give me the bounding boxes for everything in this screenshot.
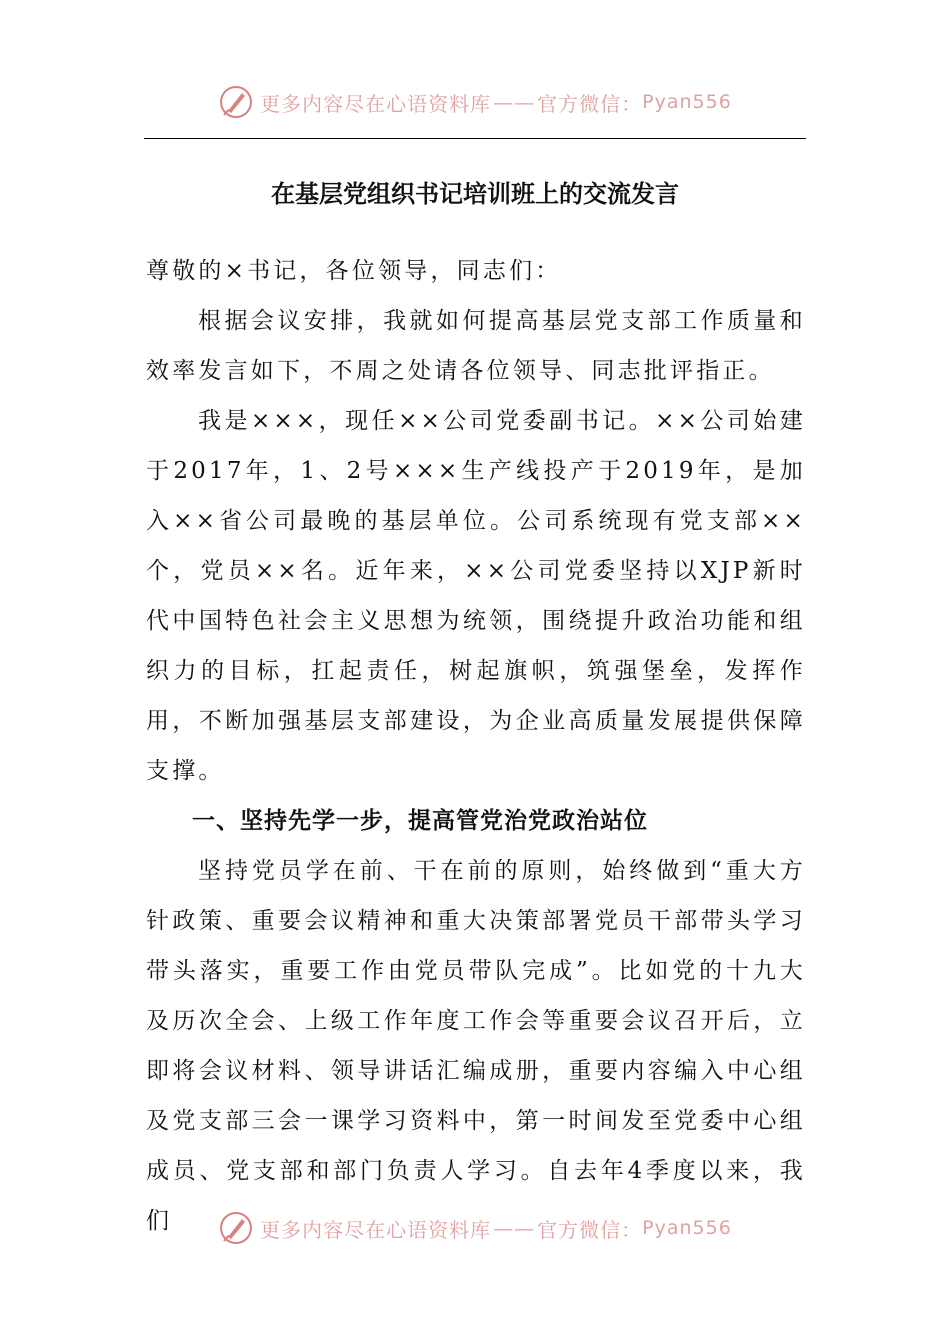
watermark-id: Pyan556 — [642, 1217, 732, 1239]
watermark-label: 官方微信： — [537, 1217, 643, 1242]
watermark-text: 更多内容尽在心语资料库 — [260, 91, 492, 116]
quill-logo-icon — [218, 84, 254, 120]
paragraph: 坚持党员学在前、干在前的原则，始终做到“重大方针政策、重要会议精神和重大决策部署党员干部带头学习带头落实，重要工作由党员带队完成”。比如党的十九大及历次全会、上级工作年度工作会等重要会议召开后，立即将会议材料、领导讲话汇编成册，重要内容编入中心组及党支部三会一课学习资料中，第一时间发至党委中心组成员、党支部和部门负责人学习。自去年4季度以来，我们 — [146, 858, 806, 1234]
document-body — [146, 246, 806, 1246]
watermark-header — [0, 82, 950, 122]
section-heading: 一、坚持先学一步，提高管党治党政治站位 — [192, 808, 648, 834]
watermark-separator: —— — [493, 1216, 536, 1240]
watermark-separator: —— — [493, 90, 536, 114]
paragraph: 我是×××，现任××公司党委副书记。××公司始建于2017年，1、2号×××生产线投产于2019年，是加入××省公司最晚的基层单位。公司系统现有党支部××个，党员××名。近年来，××公司党委坚持以XJP新时代中国特色社会主义思想为统领，围绕提升政治功能和组织力的目标，扛起责任，树起旗帜，筑强堡垒，发挥作用，不断加强基层支部建设，为企业高质量发展提供保障支撑。 — [146, 408, 806, 784]
watermark-label: 官方微信： — [537, 91, 643, 116]
document-title: 在基层党组织书记培训班上的交流发言 — [271, 179, 679, 208]
paragraph: 根据会议安排，我就如何提高基层党支部工作质量和效率发言如下，不周之处请各位领导、同志批评指正。 — [146, 308, 806, 384]
watermark-text: 更多内容尽在心语资料库 — [260, 1217, 492, 1242]
watermark-footer — [0, 1208, 950, 1248]
salutation: 尊敬的×书记，各位领导，同志们： — [146, 258, 562, 284]
watermark-id: Pyan556 — [642, 91, 732, 113]
header-rule — [144, 138, 806, 139]
quill-logo-icon — [218, 1210, 254, 1246]
